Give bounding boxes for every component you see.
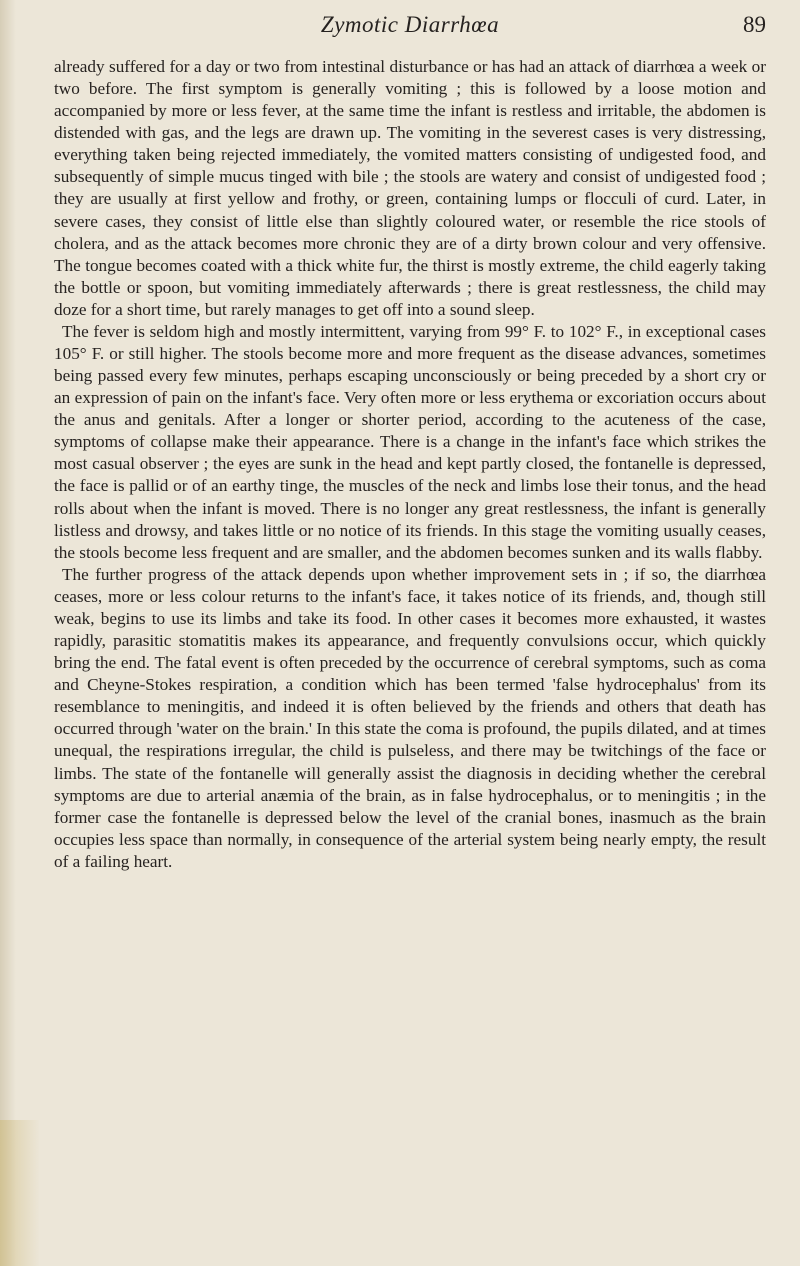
body-text	[54, 56, 766, 873]
running-title: Zymotic Diarrhœa	[320, 12, 500, 37]
page-edge-shadow	[0, 0, 16, 1266]
paragraph-3: The further progress of the attack depends upon whether improvement sets in ; if so, the diarrhœa ceases, more or less colour returns to the infant's face, it takes notice of its friends, and, though still weak, begins to use its limbs and take its food. In other cases it becomes more exhausted, it wastes rapidly, parasitic stomatitis makes its appearance, and frequently convulsions occur, which quickly bring the end. The fatal event is often preceded by the occurrence of cerebral symptoms, such as coma and Cheyne-Stokes respiration, a condition which has been termed 'false hydrocephalus' from its resemblance to meningitis, and indeed it is often believed by the friends and others that death has occurred through 'water on the brain.' In this state the coma is profound, the pupils dilated, and at times unequal, the respirations irregular, the child is pulseless, and there may be twitchings of the face or limbs. The state of the fontanelle will generally assist the diagnosis in deciding whether the cerebral symptoms are due to arterial anæmia of the brain, as in false hydrocephalus, or to meningitis ; in the former case the fontanelle is depressed below the level of the cranial bones, inasmuch as the brain occupies less space than normally, in consequence of the arterial system being nearly empty, the result of a failing heart.	[54, 564, 766, 871]
paragraph-1: already suffered for a day or two from intestinal disturbance or has had an attack of diarrhœa a week or two before. The first symptom is generally vomiting ; this is followed by a loose motion and accompanied by more or less fever, at the same time the infant is restless and irritable, the abdomen is distended with gas, and the legs are drawn up. The vomiting in the severest cases is very distressing, everything taken being rejected immediately, the vomited matters consisting of undigested food, and subsequently of simple mucus tinged with bile ; the stools are watery and consist of undigested food ; they are usually at first yellow and frothy, or green, containing lumps or flocculi of curd. Later, in severe cases, they consist of little else than slightly coloured water, or resemble the rice stools of cholera, and as the attack becomes more chronic they are of a dirty brown colour and very offensive. The tongue becomes coated with a thick white fur, the thirst is mostly extreme, the child eagerly taking the bottle or spoon, but vomiting immediately afterwards ; there is great restlessness, the child may doze for a short time, but rarely manages to get off into a sound sleep.	[54, 57, 766, 319]
page-header	[54, 12, 766, 52]
paragraph-2: The fever is seldom high and mostly intermittent, varying from 99° F. to 102° F., in exceptional cases 105° F. or still higher. The stools become more and more frequent as the disease advances, sometimes being passed every few minutes, perhaps escaping unconsciously or being preceded by a short cry or an expression of pain on the infant's face. Very often more or less erythema or excoriation occurs about the anus and genitals. After a longer or shorter period, according to the acuteness of the case, symptoms of collapse make their appearance. There is a change in the infant's face which strikes the most casual observer ; the eyes are sunk in the head and kept partly closed, the fontanelle is depressed, the face is pallid or of an earthy tinge, the muscles of the neck and limbs lose their tonus, and the head rolls about when the infant is moved. There is no longer any great restlessness, the infant is generally listless and drowsy, and takes little or no notice of its friends. In this stage the vomiting usually ceases, the stools become less frequent and are smaller, and the abdomen becomes sunken and its walls flabby.	[54, 321, 766, 562]
page-number: 89	[743, 12, 766, 37]
paper-stain	[0, 1120, 40, 1266]
